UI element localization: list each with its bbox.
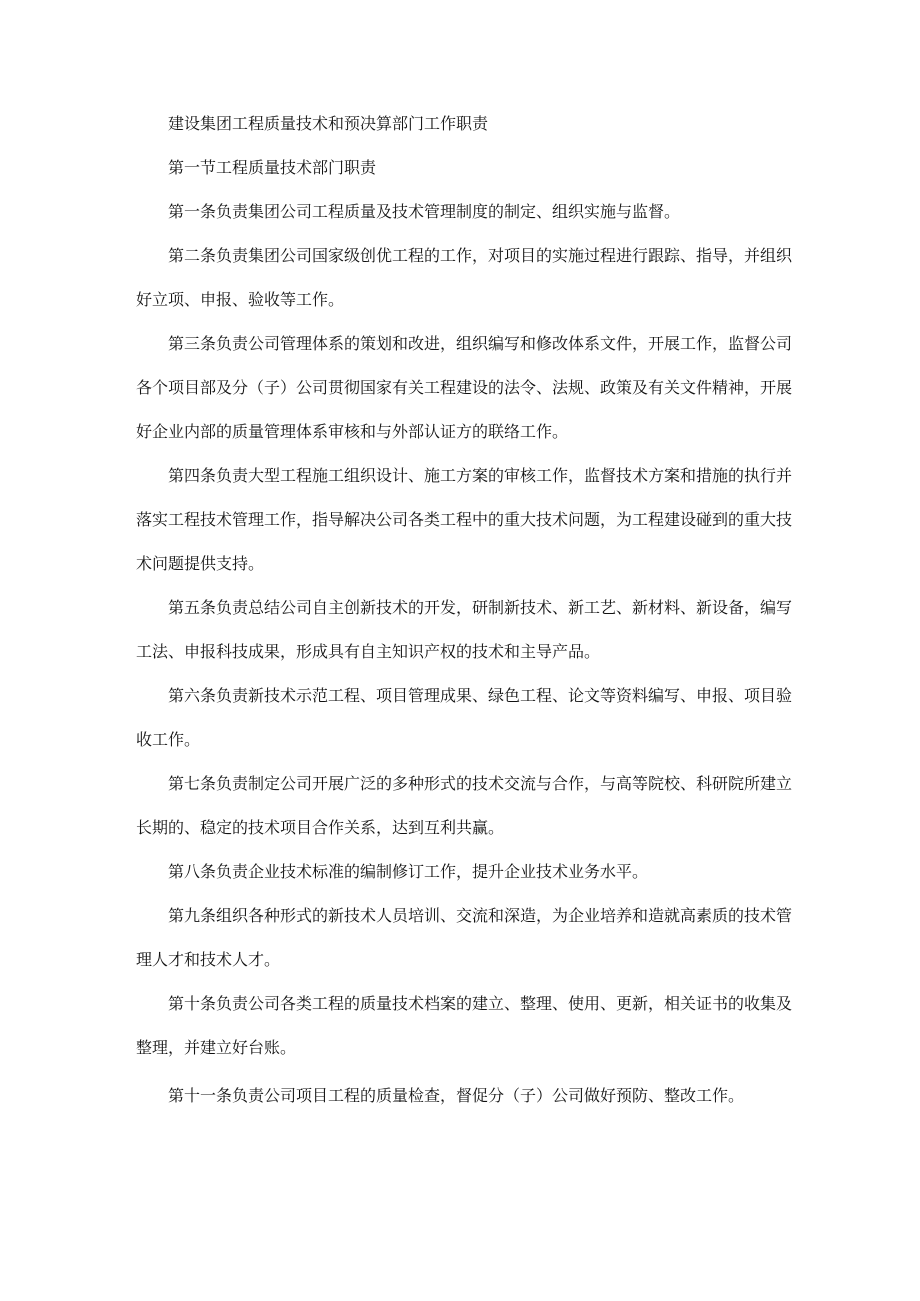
article-11-line-1: 第十一条负责公司项目工程的质量检查，督促分（子）公司做好预防、整改工作。 (168, 1086, 745, 1105)
article-5-line-1: 第五条负责总结公司自主创新技术的开发，研制新技术、新工艺、新材料、新设备，编写 (168, 598, 793, 617)
article-3-line-3: 好企业内部的质量管理体系审核和与外部认证方的联络工作。 (136, 422, 569, 441)
article-3-line-2: 各个项目部及分（子）公司贯彻国家有关工程建设的法令、法规、政策及有关文件精神，开展 (136, 378, 793, 397)
article-2-line-1: 第二条负责集团公司国家级创优工程的工作，对项目的实施过程进行跟踪、指导，并组织 (168, 246, 793, 265)
article-3-line-1: 第三条负责公司管理体系的策划和改进，组织编写和修改体系文件，开展工作，监督公司 (168, 334, 793, 353)
article-4-line-3: 术问题提供支持。 (136, 554, 265, 573)
article-10-line-1: 第十条负责公司各类工程的质量技术档案的建立、整理、使用、更新，相关证书的收集及 (168, 994, 793, 1013)
article-9-line-1: 第九条组织各种形式的新技术人员培训、交流和深造，为企业培养和造就高素质的技术管 (168, 906, 793, 925)
article-8-line-1: 第八条负责企业技术标准的编制修订工作，提升企业技术业务水平。 (168, 862, 649, 881)
section-title: 第一节工程质量技术部门职责 (168, 158, 377, 177)
article-5-line-2: 工法、申报科技成果，形成具有自主知识产权的技术和主导产品。 (136, 642, 601, 661)
article-6-line-2: 收工作。 (136, 730, 201, 749)
article-4-line-1: 第四条负责大型工程施工组织设计、施工方案的审核工作，监督技术方案和措施的执行并 (168, 466, 793, 485)
article-7-line-2: 长期的、稳定的技术项目合作关系，达到互利共赢。 (136, 818, 505, 837)
article-1-line-1: 第一条负责集团公司工程质量及技术管理制度的制定、组织实施与监督。 (168, 202, 681, 221)
article-6-line-1: 第六条负责新技术示范工程、项目管理成果、绿色工程、论文等资料编写、申报、项目验 (168, 686, 793, 705)
article-7-line-1: 第七条负责制定公司开展广泛的多种形式的技术交流与合作，与高等院校、科研院所建立 (168, 774, 793, 793)
article-10-line-2: 整理，并建立好台账。 (136, 1038, 297, 1057)
document-title: 建设集团工程质量技术和预决算部门工作职责 (168, 114, 489, 133)
article-2-line-2: 好立项、申报、验收等工作。 (136, 290, 345, 309)
article-4-line-2: 落实工程技术管理工作，指导解决公司各类工程中的重大技术问题，为工程建设碰到的重大技 (136, 510, 793, 529)
article-9-line-2: 理人才和技术人才。 (136, 950, 281, 969)
